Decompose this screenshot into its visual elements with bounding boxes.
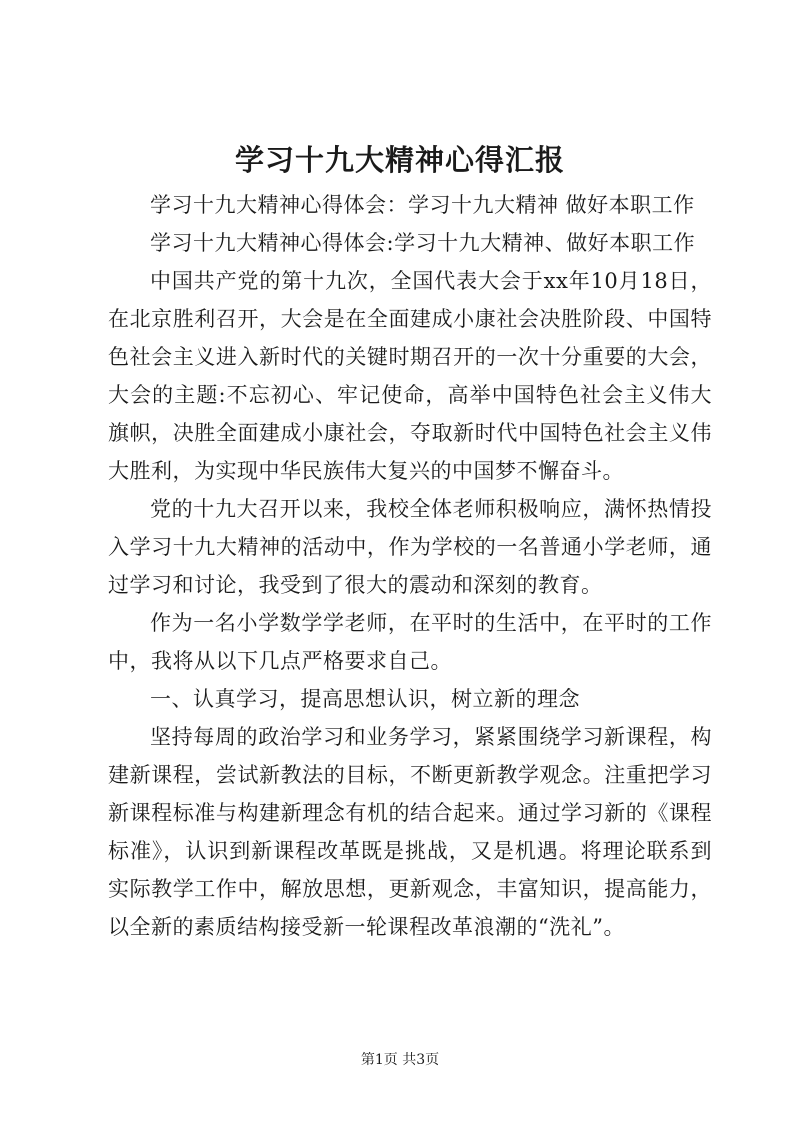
paragraph-subtitle-2: 学习十九大精神心得体会:学习十九大精神、做好本职工作 (150, 231, 696, 255)
paragraph-congress-intro: 中国共产党的第十九次，全国代表大会于xx年10月18日，在北京胜利召开，大会是在全面建成小康社会决胜阶段、中国特色社会主义进入新时代的关键时期召开的一次十分重要的大会，大会的主题:不忘初心、牢记使命，高举中国特色社会主义伟大旗帜，决胜全面建成小康社会，夺取新时代中国特色社会主义伟大胜利，为实现中华民族伟大复兴的中国梦不懈奋斗。 (108, 269, 712, 483)
document-title: 学习十九大精神心得汇报 (234, 143, 565, 177)
paragraph-self-requirements: 作为一名小学数学学老师，在平时的生活中，在平时的工作中，我将从以下几点严格要求自己。 (108, 611, 712, 673)
paragraph-study-details: 坚持每周的政治学习和业务学习，紧紧围绕学习新课程，构建新课程，尝试新教法的目标，不断更新教学观念。注重把学习新课程标准与构建新理念有机的结合起来。通过学习新的《课程标准》，认识到新课程改革既是挑战，又是机遇。将理论联系到实际教学工作中，解放思想，更新观念，丰富知识，提高能力，以全新的素质结构接受新一轮课程改革浪潮的“洗礼”。 (108, 725, 712, 939)
page-number-footer: 第1页 共3页 (360, 1052, 440, 1068)
section-heading-1: 一、认真学习，提高思想认识，树立新的理念 (150, 687, 580, 711)
document-body (108, 186, 712, 946)
paragraph-subtitle-1: 学习十九大精神心得体会：学习十九大精神 做好本职工作 (150, 193, 695, 217)
paragraph-school-response: 党的十九大召开以来，我校全体老师积极响应，满怀热情投入学习十九大精神的活动中，作为学校的一名普通小学老师，通过学习和讨论，我受到了很大的震动和深刻的教育。 (108, 497, 712, 597)
